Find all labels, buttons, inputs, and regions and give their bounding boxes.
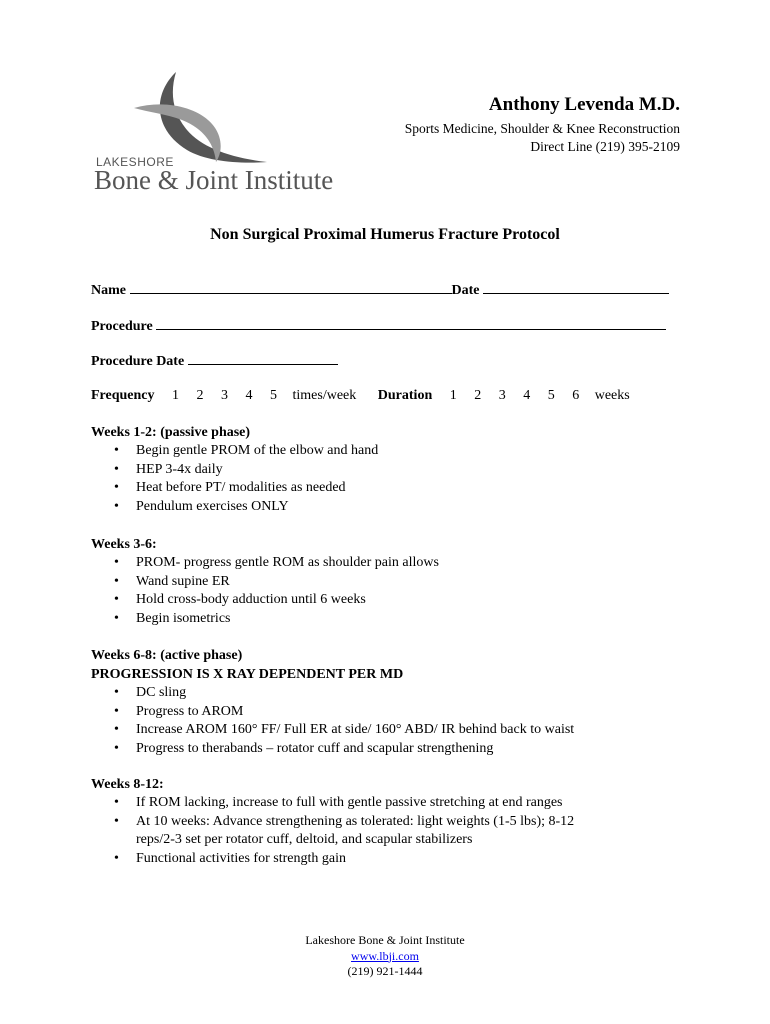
- section-heading: Weeks 3-6:: [91, 537, 157, 552]
- bullet-list: [91, 684, 691, 758]
- frequency-option[interactable]: 3: [221, 387, 229, 403]
- bullet-list: [91, 554, 691, 628]
- date-field[interactable]: [483, 281, 669, 294]
- doctor-direct-line: Direct Line (219) 395-2109: [530, 139, 680, 154]
- doctor-info: [405, 94, 680, 156]
- footer-website-link[interactable]: www.lbji.com: [351, 948, 419, 963]
- duration-option[interactable]: 2: [474, 387, 482, 403]
- page-footer: [0, 933, 770, 980]
- list-item: • DC sling: [91, 684, 691, 703]
- list-item: • PROM- progress gentle ROM as shoulder pain allows: [91, 554, 691, 573]
- list-item: • Heat before PT/ modalities as needed: [91, 479, 691, 498]
- bullet-list: [91, 794, 691, 868]
- frequency-unit: times/week: [292, 387, 357, 403]
- section-weeks-3-6: [91, 535, 691, 628]
- list-item: • At 10 weeks: Advance strengthening as tolerated: light weights (1-5 lbs); 8-12 reps/2-3 set per rotator cuff, deltoid, and scapular stabilizers: [91, 813, 691, 850]
- logo-small-text: LAKESHORE: [96, 155, 174, 169]
- footer-phone: (219) 921-1444: [347, 964, 423, 978]
- list-item: • Wand supine ER: [91, 573, 691, 592]
- list-item: • Progress to therabands – rotator cuff and scapular strengthening: [91, 740, 691, 759]
- procedure-row: [91, 317, 681, 353]
- frequency-row: [91, 388, 681, 424]
- section-weeks-1-2: [91, 423, 691, 516]
- list-item: • Begin isometrics: [91, 610, 691, 629]
- frequency-label: Frequency: [91, 387, 155, 403]
- frequency-option[interactable]: 4: [245, 387, 253, 403]
- page-title: Non Surgical Proximal Humerus Fracture Protocol: [210, 226, 560, 243]
- doctor-specialty: Sports Medicine, Shoulder & Knee Reconstruction: [404, 121, 680, 136]
- list-item: • Hold cross-body adduction until 6 weeks: [91, 591, 691, 610]
- logo-main-text: Bone & Joint Institute: [94, 165, 334, 195]
- list-item: • If ROM lacking, increase to full with gentle passive stretching at end ranges: [91, 794, 691, 813]
- procedure-label: Procedure: [91, 318, 153, 334]
- institute-logo: [92, 70, 372, 200]
- name-row: [91, 281, 681, 317]
- doctor-name: Anthony Levenda M.D.: [488, 94, 680, 115]
- list-item: • HEP 3-4x daily: [91, 461, 691, 480]
- duration-option[interactable]: 4: [523, 387, 531, 403]
- section-weeks-6-8: [91, 646, 691, 758]
- frequency-option[interactable]: 5: [270, 387, 278, 403]
- date-label: Date: [451, 283, 480, 298]
- section-heading: Weeks 6-8: (active phase): [91, 648, 243, 663]
- procedure-date-row: [91, 352, 681, 388]
- list-item: • Progress to AROM: [91, 703, 691, 722]
- list-item: • Functional activities for strength gain: [91, 850, 691, 869]
- frequency-option[interactable]: 2: [196, 387, 204, 403]
- procedure-date-label: Procedure Date: [91, 354, 185, 369]
- procedure-date-field[interactable]: [188, 352, 338, 365]
- bullet-list: [91, 442, 691, 516]
- duration-option[interactable]: 6: [572, 387, 580, 403]
- section-heading: Weeks 8-12:: [91, 777, 164, 792]
- section-heading: Weeks 1-2: (passive phase): [91, 425, 251, 440]
- name-field[interactable]: [130, 281, 452, 294]
- swoosh-logo-icon: [132, 70, 272, 165]
- procedure-field[interactable]: [156, 317, 666, 330]
- duration-unit: weeks: [594, 387, 630, 403]
- section-weeks-8-12: [91, 775, 691, 868]
- list-item: • Pendulum exercises ONLY: [91, 498, 691, 517]
- duration-option[interactable]: 1: [449, 387, 457, 403]
- footer-org: Lakeshore Bone & Joint Institute: [305, 933, 465, 947]
- duration-option[interactable]: 3: [498, 387, 506, 403]
- list-item: • Begin gentle PROM of the elbow and hand: [91, 442, 691, 461]
- list-item: • Increase AROM 160° FF/ Full ER at side/ 160° ABD/ IR behind back to waist: [91, 721, 691, 740]
- section-subheading: PROGRESSION IS X RAY DEPENDENT PER MD: [91, 667, 404, 682]
- duration-label: Duration: [377, 387, 433, 403]
- name-label: Name: [91, 283, 126, 298]
- patient-fields: [91, 281, 681, 423]
- duration-option[interactable]: 5: [547, 387, 555, 403]
- frequency-option[interactable]: 1: [172, 387, 180, 403]
